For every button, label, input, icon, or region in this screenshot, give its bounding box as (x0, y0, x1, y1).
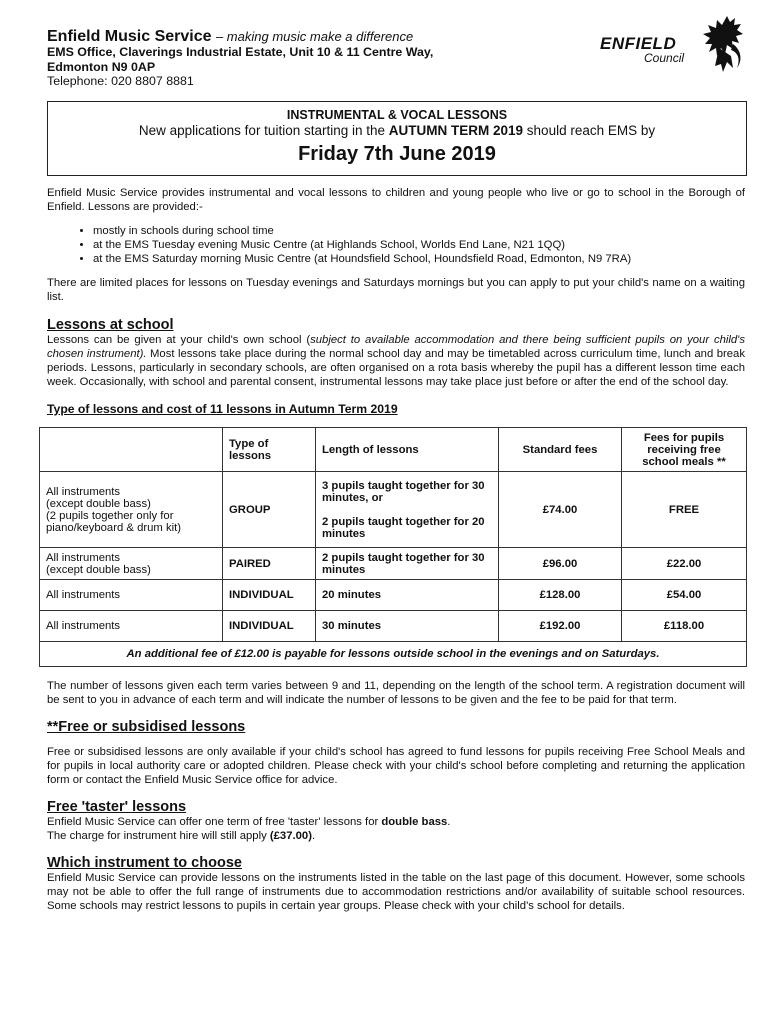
notice-title: INSTRUMENTAL & VOCAL LESSONS (286, 108, 508, 122)
dragon-icon (697, 14, 745, 72)
waiting-list-paragraph: There are limited places for lessons on Tuesday evenings and Saturdays mornings but you can apply to put your child's name on a waiting list. (47, 277, 745, 303)
table-header: Length of lessons (316, 428, 499, 472)
address-line-2: Edmonton N9 0AP (47, 59, 156, 74)
school-paragraph: Lessons can be given at your child's own school (subject to available accommodation and there being sufficient pupils on your child's chosen instrument). Most lessons take place during the normal school day and may be timetabled across curriculum time, lunch and break periods. Lessons, particularly in secondary schools, are often organised on a rota basis whereby the pupil has a different lesson time each week. Occasionally, with school and parental consent, instrumental lessons may take place just before or after the end of the school day. (47, 334, 745, 388)
cell-length: 20 minutes (316, 580, 499, 611)
cell-length: 3 pupils taught together for 30 minutes, or 2 pupils taught together for 20 minutes (316, 472, 499, 548)
cell-type: PAIRED (223, 548, 316, 580)
list-item: • mostly in schools during school time (93, 224, 745, 238)
cell-instruments: All instruments (except double bass) (2 pupils together only for piano/keyboard & drum kit) (40, 472, 223, 548)
section-heading-taster: Free 'taster' lessons (47, 799, 187, 815)
cell-standard-fee: £74.00 (499, 472, 622, 548)
notice-line: New applications for tuition starting in the AUTUMN TERM 2019 should reach EMS by (138, 123, 656, 138)
term-paragraph: The number of lessons given each term varies between 9 and 11, depending on the length of the school term. A registration document will be sent to you in advance of each term and will indicate the number of lessons to be given and the fee to be paid for that term. (47, 680, 745, 706)
table-header-row (40, 428, 747, 472)
telephone: Telephone: 020 8807 8881 (47, 74, 194, 88)
document-page (47, 28, 745, 913)
enfield-council-logo (600, 14, 745, 72)
table-footnote-row (40, 642, 747, 667)
list-item: • at the EMS Tuesday evening Music Centre (at Highlands School, Worlds End Lane, N21 1QQ) (93, 238, 745, 252)
cell-type: INDIVIDUAL (223, 611, 316, 642)
cell-free-meals-fee: FREE (622, 472, 747, 548)
logo-name: ENFIELD (600, 34, 677, 53)
section-heading-choose: Which instrument to choose (47, 855, 242, 871)
cell-length: 2 pupils taught together for 30 minutes (316, 548, 499, 580)
choose-paragraph: Enfield Music Service can provide lessons on the instruments listed in the table on the last page of this document. However, some schools may not be able to offer the full range of instruments due to accommodation restrictions and/or availability of suitable school resources. Some schools may restrict lessons to pupils in certain year groups. Please check with your child's school for details. (47, 872, 745, 912)
table-row (40, 548, 747, 580)
provision-list (47, 224, 745, 266)
cell-type: INDIVIDUAL (223, 580, 316, 611)
cell-instruments: All instruments (except double bass) (40, 548, 223, 580)
cell-instruments: All instruments (40, 580, 223, 611)
taster-line-1: Enfield Music Service can offer one term of free 'taster' lessons for double bass. (47, 816, 451, 828)
cell-length: 30 minutes (316, 611, 499, 642)
free-paragraph: Free or subsidised lessons are only available if your child's school has agreed to fund lessons for pupils receiving Free School Meals and for pupils in local authority care or adopted children. Please check with your child's school before completing and returning the application form or contact the Enfield Music Service office for advice. (47, 746, 745, 786)
tagline: – making music make a difference (215, 29, 414, 44)
address-line-1: EMS Office, Claverings Industrial Estate, Unit 10 & 11 Centre Way, (47, 45, 434, 59)
cell-instruments: All instruments (40, 611, 223, 642)
table-header: Type of lessons (223, 428, 316, 472)
table-row (40, 472, 747, 548)
organisation-name: Enfield Music Service (47, 28, 212, 45)
table-row (40, 611, 747, 642)
intro-paragraph: Enfield Music Service provides instrumental and vocal lessons to children and young people who live or go to school in the Borough of Enfield. Lessons are provided:- (47, 187, 745, 213)
table-heading: Type of lessons and cost of 11 lessons in Autumn Term 2019 (47, 402, 398, 416)
table-header: Standard fees (499, 428, 622, 472)
table-footnote: An additional fee of £12.00 is payable for lessons outside school in the evenings and on Saturdays. (40, 642, 747, 667)
table-row (40, 580, 747, 611)
deadline-notice-box (47, 101, 747, 176)
cell-free-meals-fee: £54.00 (622, 580, 747, 611)
list-item: • at the EMS Saturday morning Music Centre (at Houndsfield School, Houndsfield Road, Edmonton, N9 7RA) (93, 252, 745, 266)
section-heading-school: Lessons at school (47, 317, 174, 333)
cell-standard-fee: £96.00 (499, 548, 622, 580)
table-header (40, 428, 223, 472)
table-header: Fees for pupils receiving free school meals ** (622, 428, 747, 472)
notice-deadline: Friday 7th June 2019 (298, 143, 496, 165)
logo-subtitle: Council (644, 51, 685, 65)
letterhead (47, 28, 745, 89)
cell-free-meals-fee: £118.00 (622, 611, 747, 642)
taster-line-2: The charge for instrument hire will still apply (£37.00). (47, 830, 316, 842)
section-heading-free: **Free or subsidised lessons (47, 719, 246, 735)
cell-standard-fee: £192.00 (499, 611, 622, 642)
fees-table (39, 427, 747, 667)
cell-standard-fee: £128.00 (499, 580, 622, 611)
cell-free-meals-fee: £22.00 (622, 548, 747, 580)
cell-type: GROUP (223, 472, 316, 548)
